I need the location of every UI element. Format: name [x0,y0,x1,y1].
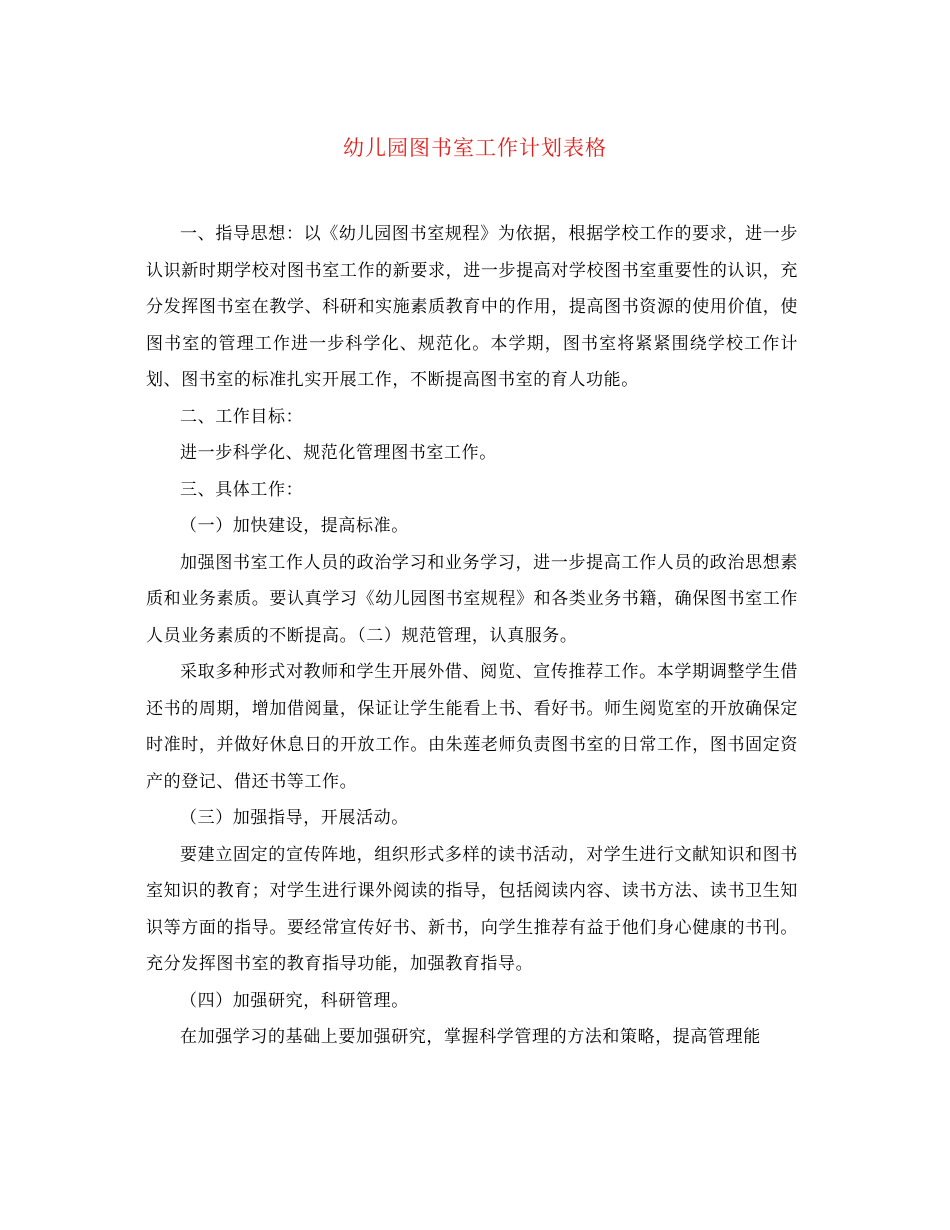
subheading-construction: （一）加快建设，提高标准。 [180,516,409,536]
document-title: 幼儿园图书室工作计划表格 [343,136,607,160]
paragraph-reading-activities: 要建立固定的宣传阵地，组织形式多样的读书活动，对学生进行文献知识和图书室知识的教育；对学生进行课外阅读的指导，包括阅读内容、读书方法、读书卫生知识等方面的指导。要经常宣传好书、新书，向学生推荐有益于他们身心健康的书刊。充分发挥图书室的教育指导功能，加强教育指导。 [146,844,798,974]
heading-work-goals: 二、工作目标： [180,406,304,427]
paragraph-lending-service: 采取多种形式对教师和学生开展外借、阅览、宣传推荐工作。本学期调整学生借还书的周期，增加借阅量，保证让学生能看上书、看好书。师生阅览室的开放确保定时准时，并做好休息日的开放工作。由朱莲老师负责图书室的日常工作，图书固定资产的登记、借还书等工作。 [146,662,798,792]
paragraph-research: 在加强学习的基础上要加强研究，掌握科学管理的方法和策略，提高管理能 [180,1027,761,1047]
paragraph-work-goals: 进一步科学化、规范化管理图书室工作。 [180,443,497,463]
document-body [146,216,798,1056]
paragraph-guiding-ideology: 一、指导思想：以《幼儿园图书室规程》为依据，根据学校工作的要求，进一步认识新时期学校对图书室工作的新要求，进一步提高对学校图书室重要性的认识，充分发挥图书室在教学、科研和实施素质教育中的作用，提高图书资源的使用价值，使图书室的管理工作进一步科学化、规范化。本学期，图书室将紧紧围绕学校工作计划、图书室的标准扎实开展工作，不断提高图书室的育人功能。 [146,224,798,390]
heading-specific-work: 三、具体工作： [180,479,304,500]
subheading-guidance: （三）加强指导，开展活动。 [180,808,409,828]
subheading-research: （四）加强研究，科研管理。 [180,990,409,1011]
paragraph-staff-study: 加强图书室工作人员的政治学习和业务学习，进一步提高工作人员的政治思想素质和业务素质。要认真学习《幼儿园图书室规程》和各类业务书籍，确保图书室工作人员业务素质的不断提高。（二）规范管理，认真服务。 [146,552,798,646]
